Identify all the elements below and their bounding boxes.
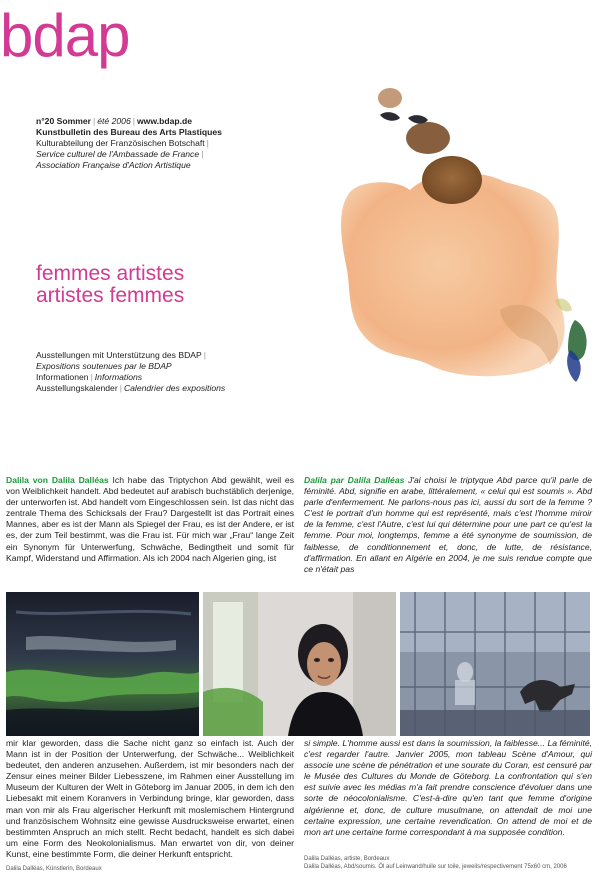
masthead-line-2-text: Kulturabteilung der Französischen Botschaft	[36, 138, 205, 148]
article-fr-bottom: si simple. L'homme aussi est dans la soumission, la faiblesse... La féminité, c'est regarder l'autre. Janvier 2005, mon tableau Scène d'Amour, qui associe une scène de pénétration et une sourate du Coran, est censuré par le Musée des Cultures du Monde de Göteborg. La confrontation qui s'en est suivie avec les médias m'a fait prendre conscience d'évoluer dans une sorte de néocolonialisme. C'est-à-dire qu'en tant que femme d'origine algérienne et, donc, de culture musulmane, on attendait de moi une certaine expression, une certaine revendication. On attend de moi et de mon art une certaine forme correspondant à ma supposée condition.	[304, 738, 592, 837]
masthead-line-3: Service culturel de l'Ambassade de France |	[36, 149, 204, 159]
website-link[interactable]: www.bdap.de	[136, 116, 193, 126]
caption-fr-line-1: Dalila Dalléas, artiste, Bordeaux	[304, 856, 390, 862]
article-fr-top	[304, 475, 592, 575]
issue-number: n°20 Sommer	[36, 116, 92, 126]
issue-title-line-1: femmes artistes	[36, 262, 185, 285]
masthead-line-4: Association Française d'Action Artistique	[36, 160, 191, 170]
exh-link-de[interactable]: Ausstellungen mit Unterstützung des BDAP	[36, 350, 202, 360]
info-link-de[interactable]: Informationen	[36, 372, 89, 382]
issue-title-line-2: artistes femmes	[36, 284, 185, 307]
issue-title	[36, 263, 184, 307]
issue-line: n°20 Sommer | été 2006 | www.bdap.de	[36, 116, 193, 126]
masthead-line-3-text: Service culturel de l'Ambassade de France	[36, 149, 200, 159]
watercolor-brown-head	[422, 156, 482, 204]
triptych-panel-left	[6, 592, 199, 736]
masthead-line-2: Kulturabteilung der Französischen Botschaft |	[36, 138, 209, 148]
article-de-top	[6, 475, 294, 564]
calendar-link-fr[interactable]: Calendrier des expositions	[123, 383, 226, 393]
calendar-link-de[interactable]: Ausstellungskalender	[36, 383, 118, 393]
article-de-heading: Dalila von Dalila Dalléas	[6, 475, 109, 485]
exhibitions-menu: Ausstellungen mit Unterstützung des BDAP | Expositions soutenues par le BDAP Informationen | Informations Ausstellungskalender | Calendrier des expositions	[36, 350, 296, 394]
triptych-panel-right	[400, 592, 590, 736]
bdap-logo: bdap	[0, 2, 130, 69]
caption-de: Dalila Dalléas, Künstlerin, Bordeaux	[6, 866, 102, 872]
article-de-top-text: Ich habe das Triptychon Abd gewählt, weil es von Weiblichkeit handelt. Abd bedeutet auf arabisch buchstäblich derjenige, der unterworfen ist. Abd handelt vom Eingeschlossen sein. Ist das nicht das zentrale Thema des Schicksals der Frau? Dargestellt ist das Portrait eines Mannes, aber es ist der Mann als Spiegel der Frau, es ist der Andere, er ist es, der zum Teil bestimmt, was die Frau ist. Für mich war „Frau“ lange Zeit ein Synonym für Unterwerfung, Schwäche, Bedingtheit und somit für Kampf, Widerstand und Affirmation. Als ich 2004 nach Algerien ging, ist	[6, 475, 294, 563]
caption-fr-line-2: Dalila Dalléas, Abd/soumis. Öl auf Leinwand/huile sur toile, jeweils/respectivement 75x60 cm, 2006	[304, 863, 567, 870]
masthead-line-1: Kunstbulletin des Bureau des Arts Plastiques	[36, 127, 222, 137]
info-link-fr[interactable]: Informations	[94, 372, 143, 382]
exh-link-fr[interactable]: Expositions soutenues par le BDAP	[36, 361, 172, 371]
triptych-panel-middle	[203, 592, 396, 736]
article-fr-top-text: J'ai choisi le triptyque Abd parce qu'il parle de féminité. Abd, signifie en arabe, littéralement, « celui qui est soumis ». Abd parle d'enfermement. Ne parlons-nous pas ici, aussi du sort de la femme ? C'est le portrait d'un homme qui est représenté, mais c'est l'homme miroir de la femme, c'est l'Autre, c'est lui qui détermine pour une part ce qu'est la femme. Pour moi, longtemps, femme a été synonyme de soumission, de faiblesse, de conditionnement et, donc, de lutte, de résistance, d'affirmation. En allant en Algérie en 2004, je me suis rendue compte que ce n'était pas	[304, 475, 592, 574]
issue-season-fr: été 2006	[97, 116, 131, 126]
article-fr-heading: Dalila par Dalila Dalléas	[304, 475, 405, 485]
watercolor-illustration	[300, 20, 600, 400]
caption-fr	[304, 856, 594, 871]
masthead-info	[36, 116, 286, 171]
article-de-bottom: mir klar geworden, dass die Sache nicht ganz so einfach ist. Auch der Mann ist in der Position der Unterwerfung, der Schwäche... Weiblichkeit bedeutet, den anderen anzusehen. Außerdem, ist mir besonders nach der Zensur eines meiner Bilder Liebesszene, im Rahmen einer Ausstellung im Museum der Kulturen der Welt in Göteborg im Januar 2005, in dem ich den Liebesakt mit einem Koranvers in Verbindung bringe, klar geworden, dass man von mir als Frau algerischer Herkunft mit moslemischem Hintergrund und französischem Wohnsitz eine gewisse Ausdrucksweise erwartet, einen bestimmten Anspruch an mich stellt. Recht bedacht, handelt es sich dabei um eine Form des Neokolonialismus. Man erwartet von dir, von deiner Kunst, eine bestimmte Form, die deiner Herkunft entspricht.	[6, 738, 294, 859]
